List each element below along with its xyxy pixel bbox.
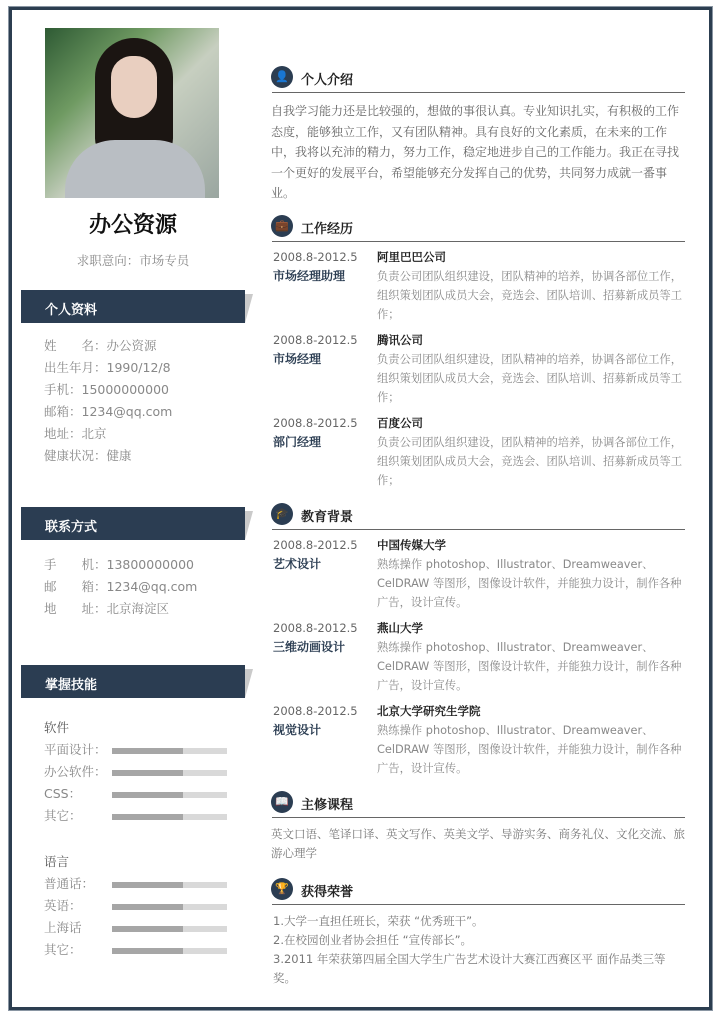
- personal-info-header: 个人资料: [21, 290, 245, 323]
- entry-major: 三维动画设计: [273, 639, 346, 654]
- skill-row: [44, 939, 234, 961]
- entry-date: 2008.8-2012.5: [273, 703, 358, 718]
- skill-name: 其它：: [44, 808, 82, 823]
- right-column: [271, 69, 685, 988]
- trophy-icon: 🏆: [271, 878, 293, 900]
- skill-bar: [112, 748, 227, 754]
- contact-address: 地 址：北京海淀区: [44, 601, 170, 616]
- section-title: 工作经历: [301, 221, 354, 237]
- software-skills: [44, 717, 234, 827]
- entry-company: 腾讯公司: [377, 332, 423, 347]
- info-email: 邮箱：1234@qq.com: [44, 404, 173, 419]
- skill-row: [44, 783, 234, 805]
- honor-item: 2.在校园创业者协会担任 “宣传部长”。: [273, 932, 473, 947]
- education-section: [271, 506, 685, 778]
- entry-school: 燕山大学: [377, 620, 423, 635]
- candidate-name: 办公资源: [88, 213, 177, 238]
- entry-date: 2008.8-2012.5: [273, 415, 358, 430]
- entry-date: 2008.8-2012.5: [273, 332, 358, 347]
- honors-list: [271, 912, 685, 988]
- book-icon: 📖: [271, 791, 293, 813]
- entry-desc: 熟练操作 photoshop、Illustrator、Dreamweaver、CelDRAW 等图形，图像设计软件，并能独力设计，制作各种广告，设计宣传。: [377, 640, 682, 692]
- graduation-cap-icon: 🎓: [271, 503, 293, 525]
- job-intention: 求职意向：市场专员: [76, 253, 190, 268]
- briefcase-icon: 💼: [271, 215, 293, 237]
- section-title: 教育背景: [301, 509, 354, 525]
- contact-header: 联系方式: [21, 507, 245, 540]
- info-birth: 出生年月：1990/12/8: [44, 360, 171, 375]
- education-entry: [271, 619, 685, 695]
- work-entry: [271, 414, 685, 490]
- entry-role: 市场经理: [273, 351, 322, 366]
- entry-company: 阿里巴巴公司: [377, 249, 446, 264]
- education-entry: [271, 536, 685, 612]
- section-title: 获得荣誉: [301, 884, 354, 900]
- skill-name: 英语：: [44, 898, 82, 913]
- entry-desc: 负责公司团队组织建设，团队精神的培养，协调各部位工作，组织策划团队成员大会，竞选会、团队培训、招募新成员等工作；: [377, 435, 683, 487]
- info-phone: 手机：15000000000: [44, 382, 169, 397]
- courses-section: [271, 794, 685, 863]
- software-label: 软件: [44, 720, 70, 735]
- info-name: 姓 名：办公资源: [44, 338, 157, 353]
- entry-major: 视觉设计: [273, 722, 322, 737]
- skill-row: [44, 761, 234, 783]
- entry-role: 市场经理助理: [273, 268, 346, 283]
- contact-phone: 手 机：13800000000: [44, 557, 194, 572]
- skill-name: 其它：: [44, 942, 82, 957]
- skill-bar: [112, 792, 227, 798]
- intro-section: [271, 69, 685, 204]
- skill-bar: [112, 948, 227, 954]
- entry-desc: 负责公司团队组织建设，团队精神的培养，协调各部位工作，组织策划团队成员大会，竞选会、团队培训、招募新成员等工作；: [377, 352, 683, 404]
- skill-bar: [112, 882, 227, 888]
- skill-name: 上海话: [44, 920, 82, 935]
- skill-row: [44, 805, 234, 827]
- honor-item: 1.大学一直担任班长，荣获 “优秀班干”。: [273, 913, 484, 928]
- skill-row: [44, 895, 234, 917]
- work-section: [271, 218, 685, 490]
- entry-school: 北京大学研究生学院: [377, 703, 481, 718]
- user-icon: 👤: [271, 66, 293, 88]
- entry-major: 艺术设计: [273, 556, 322, 571]
- entry-date: 2008.8-2012.5: [273, 620, 358, 635]
- contact-list: [44, 554, 197, 620]
- skill-name: 办公软件：: [44, 764, 107, 779]
- education-entry: [271, 702, 685, 778]
- section-title: 主修课程: [301, 797, 354, 813]
- skills-header: 掌握技能: [21, 665, 245, 698]
- skill-name: 普通话：: [44, 876, 95, 891]
- language-skills: [44, 851, 234, 961]
- contact-email: 邮 箱：1234@qq.com: [44, 579, 198, 594]
- skill-bar: [112, 814, 227, 820]
- skill-name: CSS：: [44, 786, 82, 801]
- entry-desc: 熟练操作 photoshop、Illustrator、Dreamweaver、CelDRAW 等图形，图像设计软件，并能独力设计，制作各种广告，设计宣传。: [377, 557, 682, 609]
- entry-school: 中国传媒大学: [377, 537, 446, 552]
- skill-row: [44, 739, 234, 761]
- skill-bar: [112, 770, 227, 776]
- language-label: 语言: [44, 854, 70, 869]
- skill-bar: [112, 904, 227, 910]
- work-entry: [271, 331, 685, 407]
- skill-name: 平面设计：: [44, 742, 107, 757]
- entry-desc: 熟练操作 photoshop、Illustrator、Dreamweaver、CelDRAW 等图形，图像设计软件，并能独力设计，制作各种广告，设计宣传。: [377, 723, 682, 775]
- honor-item: 3.2011 年荣获第四届全国大学生广告艺术设计大赛江西赛区平 面作品类三等奖。: [273, 951, 666, 985]
- entry-role: 部门经理: [273, 434, 322, 449]
- honors-section: [271, 881, 685, 988]
- profile-photo: [45, 28, 219, 198]
- entry-desc: 负责公司团队组织建设，团队精神的培养，协调各部位工作，组织策划团队成员大会，竞选会、团队培训、招募新成员等工作；: [377, 269, 683, 321]
- skill-bar: [112, 926, 227, 932]
- personal-info-list: [44, 335, 172, 467]
- entry-date: 2008.8-2012.5: [273, 537, 358, 552]
- info-address: 地址：北京: [44, 426, 107, 441]
- skill-row: [44, 917, 234, 939]
- info-health: 健康状况：健康: [44, 448, 132, 463]
- courses-text: 英文口语、笔译口译、英文写作、英美文学、导游实务、商务礼仪、文化交流、旅游心理学: [271, 826, 685, 860]
- intro-text: 自我学习能力还是比较强的，想做的事很认真。专业知识扎实，有积极的工作态度，能够独立工作，又有团队精神。具有良好的文化素质，在未来的工作中，我将以充沛的精力，努力工作，稳定地进步自己的工作能力。我正在寻找一个更好的发展平台，希望能够充分发挥自己的优势，共同努力成就一番事业。: [271, 104, 680, 200]
- entry-date: 2008.8-2012.5: [273, 249, 358, 264]
- section-title: 个人介绍: [301, 73, 354, 88]
- skill-row: [44, 873, 234, 895]
- work-entry: [271, 248, 685, 324]
- entry-company: 百度公司: [377, 415, 423, 430]
